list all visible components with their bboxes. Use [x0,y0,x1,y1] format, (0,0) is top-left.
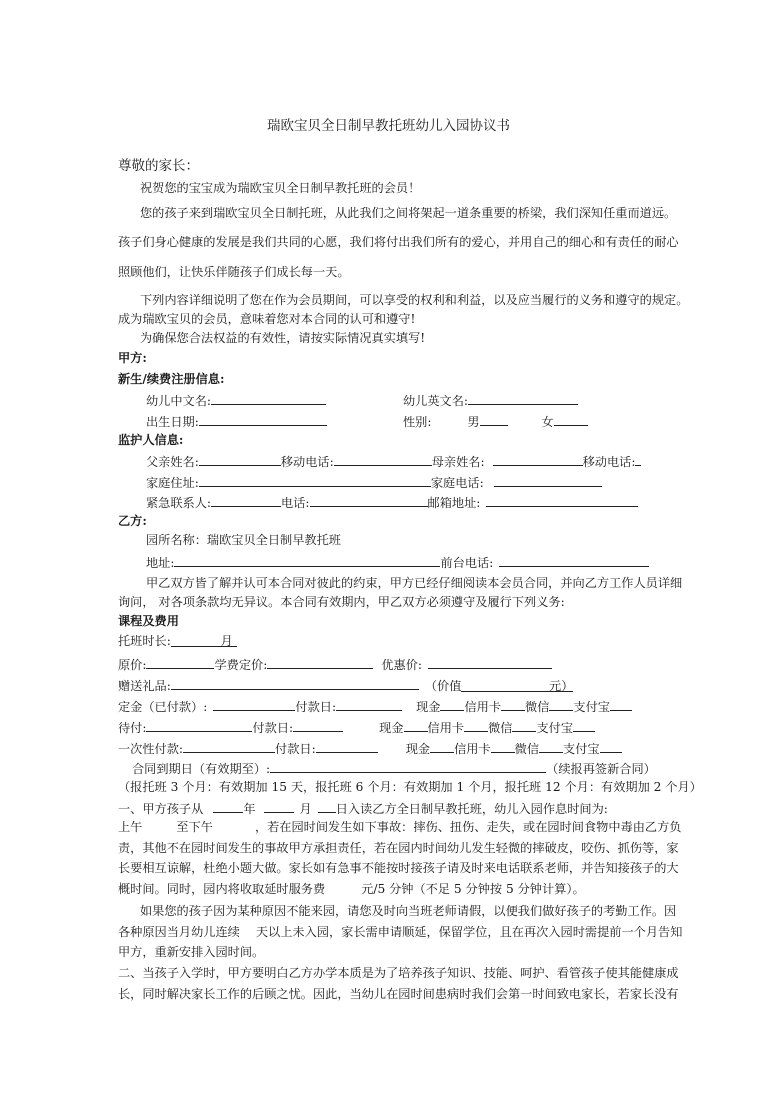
gender-field [403,412,588,430]
intro-line: 照顾他们，让快乐伴随孩子们成长每一天。 [118,265,350,279]
fees-heading: 课程及费用 [118,614,179,628]
schedule-row [118,819,682,835]
alipay-option: 支付宝 [563,742,600,756]
start-day-blank[interactable] [318,799,336,813]
one-time-row [118,739,622,757]
home-phone-blank[interactable] [494,473,602,487]
one-time-amount-blank[interactable] [183,739,275,753]
gift-value-open: （价值 [424,679,462,693]
pending-row [118,718,595,736]
front-desk-label: 前台电话: [440,556,494,570]
party-a-heading: 甲方: [118,351,147,365]
deposit-date-blank[interactable] [336,697,402,711]
gift-value-close: 元） [549,679,574,693]
month-unit: 月 [220,634,233,648]
wechat-option: 微信 [525,700,550,714]
price-row [118,655,552,673]
child-en-name-label: 幼儿英文名: [403,394,469,408]
school-address-row [146,553,649,571]
gift-label: 赠送礼品: [118,679,171,693]
credit-blank[interactable] [491,739,515,753]
emergency-contact-label: 紧急联系人: [146,496,212,510]
mother-mobile-label: 移动电话: [582,455,636,469]
birth-date-field [146,412,327,430]
email-label: 邮箱地址: [427,496,481,510]
father-name-blank[interactable] [199,452,281,466]
credit-blank[interactable] [501,697,525,711]
cash-blank[interactable] [440,697,464,711]
wechat-option: 微信 [514,742,540,756]
alipay-blank[interactable] [610,697,632,711]
cash-blank[interactable] [404,718,428,732]
clause-1-line: 责，其他不在园时间发生的事故甲方承担责任，若在园内时间幼儿发生轻微的摔破皮，咬伤、抓伤等，家 [118,841,679,855]
mother-mobile-blank[interactable] [635,452,641,466]
email-blank[interactable] [486,493,638,507]
leave-text-b: 天以上未入园，家长需申请顺延，保留学位，且在再次入园时需提前一个月告知 [255,925,683,939]
emergency-phone-label: 电话: [281,496,310,510]
gender-male: 男 [467,415,480,429]
father-row [146,452,641,470]
intro-line: 祝贺您的宝宝成为瑞欧宝贝全日制早教托班的会员！ [140,181,421,195]
gender-label: 性别: [403,415,432,429]
credit-option: 信用卡 [454,742,491,756]
deposit-row [118,697,632,715]
deposit-date-label: 付款日: [295,700,337,714]
clause-1-accidents: ，若在园时间发生如下事故：摔伤、扭伤、走失，或在园时间食物中毒由乙方负 [254,820,682,834]
intro-line: 成为瑞欧宝贝的会员，意味着您对本合同的认可和遵守! [118,312,416,326]
one-time-date-label: 付款日: [275,742,316,756]
year-label: 年 [243,802,256,816]
cash-blank[interactable] [430,739,454,753]
credit-option: 信用卡 [464,700,502,714]
gender-female-blank[interactable] [554,412,588,426]
duration-label: 托班时长: [118,634,171,648]
start-year-blank[interactable] [213,799,243,813]
duration-blank[interactable] [171,633,237,647]
clause-1-line: 长要相互谅解，杜绝小题大做。家长如有急事不能按时接孩子请及时来电话联系老师，并告知接孩子的大 [118,861,679,875]
agreement-line: 甲乙双方皆了解并认可本合同对彼此的约束，甲方已经仔细阅读本会员合同，并向乙方工作人员详细 [146,576,683,590]
school-name: 园所名称：瑞欧宝贝全日制早教托班 [146,533,341,547]
tuition-blank[interactable] [267,655,373,669]
cash-option: 现金 [405,742,431,756]
contract-end-row [132,759,656,777]
alipay-option: 支付宝 [573,700,610,714]
alipay-blank[interactable] [600,739,622,753]
wechat-option: 微信 [488,721,513,735]
wechat-blank[interactable] [549,697,573,711]
contract-end-label: 合同到期日（有效期至）: [132,762,271,776]
school-address-blank[interactable] [174,553,440,567]
pending-date-blank[interactable] [293,718,343,732]
gender-female: 女 [541,415,554,429]
address-row [146,473,602,491]
child-en-name-field [403,391,578,409]
father-name-label: 父亲姓名: [146,455,199,469]
alipay-option: 支付宝 [536,721,574,735]
intro-line: 您的孩子来到瑞欧宝贝全日制托班，从此我们之间将架起一道条重要的桥梁，我们深知任重而道远。 [140,206,677,220]
discount-label: 优惠价: [381,658,423,672]
orig-price-label: 原价: [118,658,147,672]
emergency-contact-blank[interactable] [211,493,281,507]
to-pm-label: 至下午 [176,820,213,834]
pending-label: 待付: [118,721,147,735]
intro-line: 下列内容详细说明了您在作为会员期间，可以享受的权利和利益，以及应当履行的义务和遵守的规定。 [140,293,689,307]
wechat-blank[interactable] [512,718,536,732]
credit-option: 信用卡 [427,721,465,735]
one-time-label: 一次性付款: [118,742,184,756]
leave-line: 如果您的孩子因为某种原因不能来园，请您及时向当班老师请假，以便我们做好孩子的考勤工作。因 [140,904,677,918]
orig-price-blank[interactable] [146,655,214,669]
clause-1-start: 一、甲方孩子从 [118,802,204,816]
child-cn-name-label: 幼儿中文名: [146,394,212,408]
leave-row [118,924,682,940]
cash-option: 现金 [379,721,404,735]
one-time-date-blank[interactable] [316,739,378,753]
agreement-line: 询问， 对各项条款均无异议。本合同有效期内，甲乙双方必须遵守及履行下列义务: [118,595,565,609]
page-title: 瑞欧宝贝全日制早教托班幼儿入园协议书 [267,118,510,134]
leave-text-a: 各种原因当月幼儿连续 [118,925,240,939]
bonus-note: （报托班 3 个月：有效期加 15 天，报托班 6 个月：有效期加 1 个月，报托班 12 个月：有效期加 2 个月） [118,780,702,794]
gift-value-blank[interactable] [461,678,573,692]
alipay-blank[interactable] [573,718,595,732]
emergency-row [146,493,638,511]
child-en-name-blank[interactable] [468,391,578,405]
clause-2-line: 二、当孩子入学时，甲方要明白乙方办学本质是为了培养孩子知识、技能、呵护、看管孩子使其能健康成 [118,966,679,980]
clause-1-row [118,799,608,817]
party-b-heading: 乙方: [118,514,147,528]
school-address-label: 地址: [146,556,175,570]
wechat-blank[interactable] [539,739,563,753]
intro-line: 孩子们身心健康的发展是我们共同的心愿，我们将付出我们所有的爱心，并用自己的细心和有责任的耐心 [118,235,679,249]
tuition-label: 学费定价: [214,658,268,672]
clause-1-rest: 日入读乙方全日制早教托班，幼儿入园作息时间为: [335,802,608,816]
late-fee-rate: 元/5 分钟（不足 5 分钟按 5 分钟计算）。 [361,882,585,896]
pending-date-label: 付款日: [252,721,294,735]
gift-blank[interactable] [171,676,419,690]
home-address-label: 家庭住址: [146,476,199,490]
birth-date-blank[interactable] [199,412,327,426]
deposit-label: 定金（已付款）: [118,700,208,714]
duration-row [118,633,237,649]
emergency-phone-blank[interactable] [310,493,428,507]
greeting: 尊敬的家长： [118,158,199,174]
cash-option: 现金 [416,700,441,714]
gender-male-blank[interactable] [480,412,508,426]
start-month-blank[interactable] [264,799,294,813]
child-cn-name-field [146,391,326,409]
guardian-heading: 监护人信息: [118,433,184,447]
registration-heading: 新生/续费注册信息: [118,372,225,386]
front-desk-blank[interactable] [499,553,649,567]
clause-2-line: 长，同时解决家长工作的后顾之忧。因此，当幼儿在园时间患病时我们会第一时间致电家长，若家长没有 [118,987,679,1001]
late-fee-text: 概时间。同时，园内将收取延时服务费 [118,882,326,896]
gift-row [118,676,573,694]
pending-amount-blank[interactable] [146,718,252,732]
intro-line: 为确保您合法权益的有效性，请按实际情况真实填写! [140,331,426,345]
contract-end-blank[interactable] [270,759,546,773]
father-mobile-blank[interactable] [334,452,432,466]
deposit-amount-blank[interactable] [213,697,295,711]
home-address-blank[interactable] [199,473,431,487]
renew-note: （续报再签新合同） [546,762,656,776]
am-label: 上午 [118,820,143,834]
discount-blank[interactable] [428,655,552,669]
leave-line: 甲方，重新安排入园时间。 [118,945,265,959]
late-fee-row [118,881,585,897]
child-cn-name-blank[interactable] [211,391,326,405]
home-phone-label: 家庭电话: [430,476,484,490]
mother-name-blank[interactable] [493,452,583,466]
birth-date-label: 出生日期: [146,415,199,429]
credit-blank[interactable] [464,718,488,732]
mother-name-label: 母亲姓名: [431,455,485,469]
month-label: 月 [299,802,312,816]
father-mobile-label: 移动电话: [280,455,334,469]
